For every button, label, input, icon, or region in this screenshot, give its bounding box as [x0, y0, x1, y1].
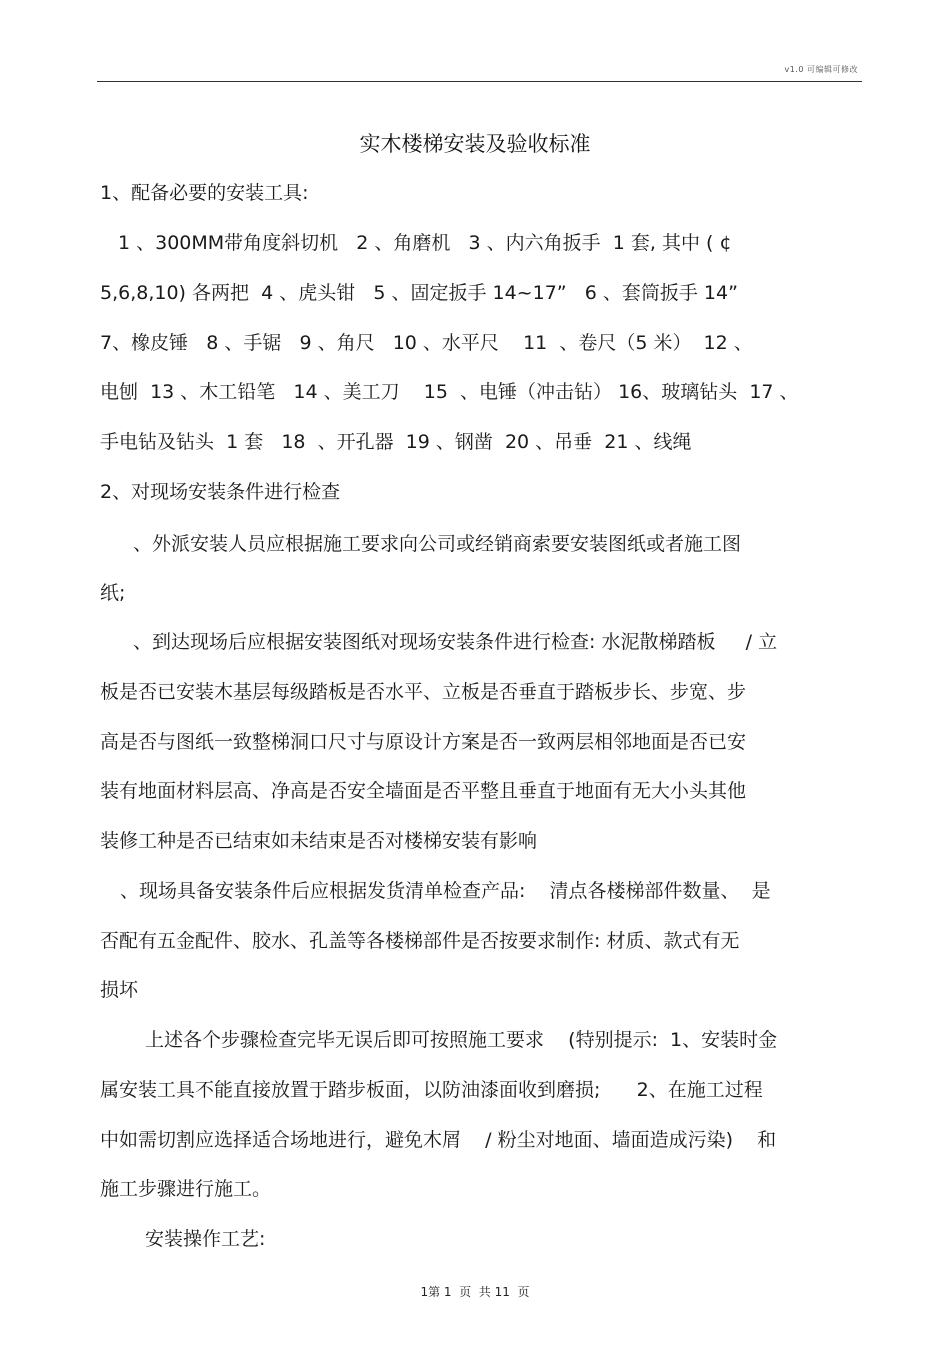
document-title: 实木楼梯安装及验收标准 [359, 132, 591, 156]
paragraph-3-line-3: 损坏 [100, 979, 139, 1001]
paragraph-3-line-1: 、现场具备安装条件后应根据发货清单检查产品: 清点各楼梯部件数量、 是 [120, 880, 771, 902]
paragraph-3-line-2: 否配有五金配件、胶水、孔盖等各楼梯部件是否按要求制作: 材质、款式有无 [100, 930, 740, 952]
tools-line-2: 5,6,8,10) 各两把 4 、虎头钳 5 、固定扳手 14~17” 6 、套筒扳手 14” [100, 282, 738, 304]
paragraph-4-line-4: 施工步骤进行施工。 [100, 1178, 272, 1200]
tools-line-3: 7、橡皮锤 8 、手锯 9 、角尺 10 、水平尺 11 、卷尺（5 米） 12 、 [100, 332, 753, 354]
paragraph-4-line-1: 上述各个步骤检查完毕无误后即可按照施工要求 (特别提示: 1、安装时金 [145, 1029, 778, 1051]
tools-line-5: 手电钻及钻头 1 套 18 、开孔器 19 、钢凿 20 、吊垂 21 、线绳 [100, 431, 692, 453]
paragraph-2-line-3: 高是否与图纸一致整梯洞口尺寸与原设计方案是否一致两层相邻地面是否已安 [100, 731, 747, 753]
paragraph-2-line-2: 板是否已安装木基层每级踏板是否水平、立板是否垂直于踏板步长、步宽、步 [100, 681, 747, 703]
section-2-heading: 2、对现场安装条件进行检查 [100, 481, 341, 503]
tools-line-1: 1 、300MM带角度斜切机 2 、角磨机 3 、内六角扳手 1 套, 其中 ( ¢ [118, 232, 732, 254]
paragraph-2-line-4: 装有地面材料层高、净高是否安全墙面是否平整且垂直于地面有无大小头其他 [100, 780, 747, 802]
header-divider [97, 81, 862, 82]
paragraph-2-line-5: 装修工种是否已结束如未结束是否对楼梯安装有影响 [100, 830, 538, 852]
paragraph-4-line-3: 中如需切割应选择适合场地进行，避免木屑 / 粉尘对地面、墙面造成污染) 和 [100, 1129, 777, 1151]
page-number-footer: 1第 1 页 共 11 页 [420, 1285, 530, 1299]
paragraph-1-line-2: 纸; [100, 582, 126, 604]
tools-line-4: 电刨 13 、木工铅笔 14 、美工刀 15 、电锤（冲击钻） 16、玻璃钻头 17 、 [100, 381, 799, 403]
process-heading: 安装操作工艺: [145, 1228, 266, 1250]
paragraph-2-line-1: 、到达现场后应根据安装图纸对现场安装条件进行检查: 水泥散梯踏板 / 立 [133, 631, 778, 653]
version-note: v1.0 可编辑可修改 [784, 65, 858, 74]
section-1-heading: 1、配备必要的安装工具: [100, 182, 309, 204]
paragraph-4-line-2: 属安装工具不能直接放置于踏步板面，以防油漆面收到磨损; 2、在施工过程 [100, 1079, 763, 1101]
paragraph-1-line-1: 、外派安装人员应根据施工要求向公司或经销商索要安装图纸或者施工图 [133, 533, 742, 555]
